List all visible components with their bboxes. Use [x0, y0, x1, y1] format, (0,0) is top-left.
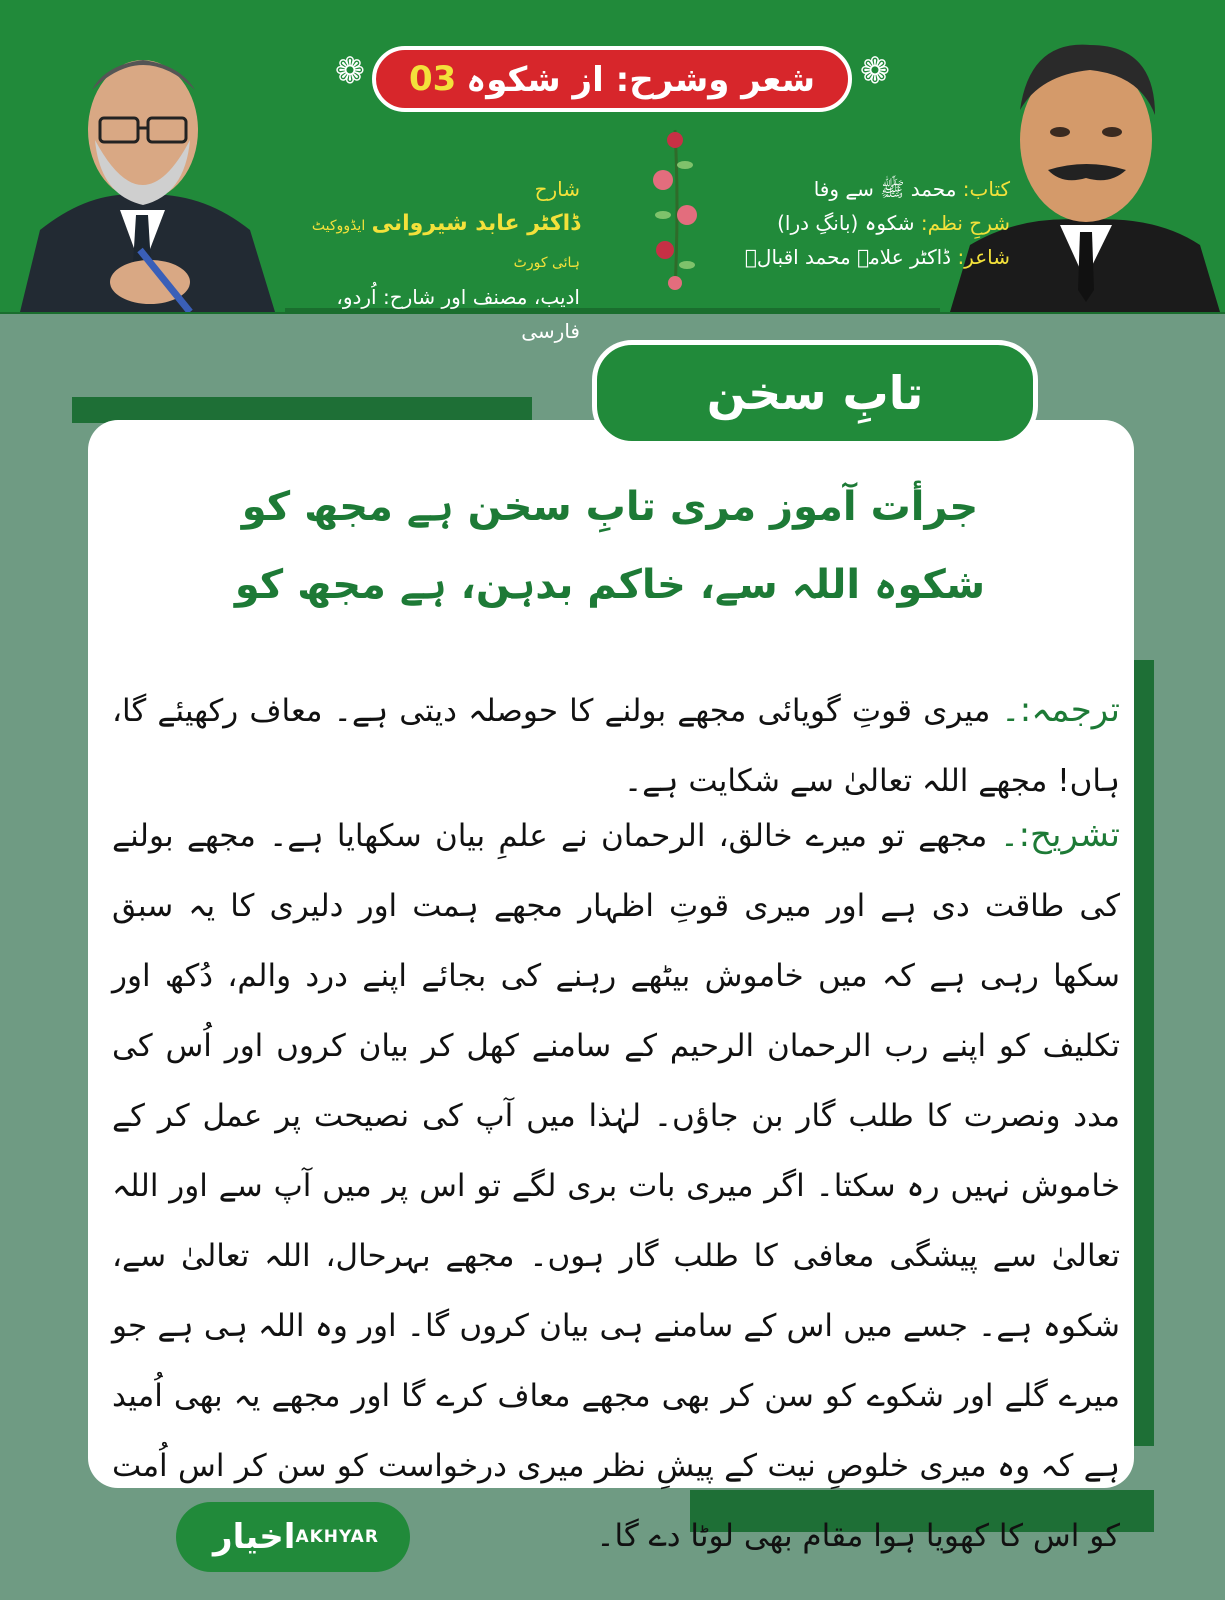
commentator-role: شارح — [534, 177, 580, 201]
akhyar-logo — [176, 1502, 410, 1572]
verse-line-2: شکوہ اللہ سے، خاکم بدہن، ہے مجھ کو — [234, 562, 986, 608]
commentator-info — [290, 172, 580, 348]
commentator-name: ڈاکٹر عابد شیروانی — [371, 211, 580, 236]
explanation-separator: ۔ — [1000, 818, 1019, 854]
translation-separator: ۔ — [1001, 693, 1020, 729]
poet-label: شاعر: — [957, 245, 1010, 269]
book-info — [700, 172, 1010, 274]
verse-line-1: جرأت آموز مری تابِ سخن ہے مجھ کو — [241, 484, 979, 530]
translation-paragraph — [112, 675, 1120, 816]
translation-text: میری قوتِ گویائی مجھے بولنے کا حوصلہ دیتی ہے۔ معاف رکھیئے گا، ہاں! مجھے اللہ تعالیٰ سے شکایت ہے۔ — [112, 693, 1120, 799]
explanation-text: مجھے تو میرے خالق، الرحمان نے علمِ بیان سکھایا ہے۔ مجھے بولنے کی طاقت دی ہے اور میری قوتِ اظہار مجھے ہمت اور دلیری کا یہ سبق سکھا رہی ہے کہ میں خاموش بیٹھے رہنے کی بجائے اپنے درد والم، دُکھ اور تکلیف کو اپنے رب الرحمان الرحیم کے سامنے کھل کر بیان کروں اور اُس کی مدد ونصرت کا طلب گار بن جاؤں۔ لہٰذا میں آپ کی نصیحت پر عمل کر کے خاموش نہیں رہ سکتا۔ اگر میری بات بری لگے تو اس پر میں آپ سے اور اللہ تعالیٰ سے پیشگی معافی کا طلب گار ہوں۔ مجھے بہرحال، اللہ تعالیٰ سے، شکوہ ہے۔ جسے میں اس کے سامنے ہی بیان کروں گا۔ اور وہ اللہ ہی ہے جو میرے گلے اور شکوے کو سن کر بھی مجھے معاف کرے گا اور مجھے یہ بھی اُمید ہے کہ وہ میری خلوصِ نیت کے پیشِ نظر میری درخواست کو سن کر اس اُمت کو اس کا کھویا ہوا مقام بھی لوٹا دے گا۔ — [112, 818, 1120, 1554]
section-title: تابِ سخن — [592, 340, 1038, 446]
flower-decoration-icon — [645, 125, 705, 295]
translation-label: ترجمہ: — [1019, 690, 1121, 730]
title-text: شعر وشرح: از شکوہ — [466, 59, 816, 100]
logo-english: AKHYAR — [295, 1527, 379, 1547]
page-title — [372, 46, 852, 112]
poem-label: شرحِ نظم: — [920, 211, 1010, 235]
poet-value: ڈاکٹر علامہ محمد اقبالؒ — [744, 245, 952, 269]
commentator-desc: ادیب، مصنف اور شارح: اُردو، فارسی — [336, 285, 580, 343]
book-value: محمد ﷺ سے وفا — [813, 177, 957, 201]
poem-value: شکوہ (بانگِ درا) — [777, 211, 915, 235]
book-label: کتاب: — [962, 177, 1010, 201]
commentator-title: ایڈووکیٹ ہائی کورٹ — [311, 218, 580, 271]
right-ornament-icon: ❁ — [859, 51, 891, 92]
explanation-paragraph — [112, 800, 1120, 1571]
commentator-portrait — [0, 20, 285, 312]
explanation-label: تشریح: — [1018, 815, 1121, 855]
left-ornament-icon: ❁ — [334, 51, 366, 92]
title-number: 03 — [408, 59, 457, 99]
logo-urdu: اخیار — [213, 1517, 296, 1557]
